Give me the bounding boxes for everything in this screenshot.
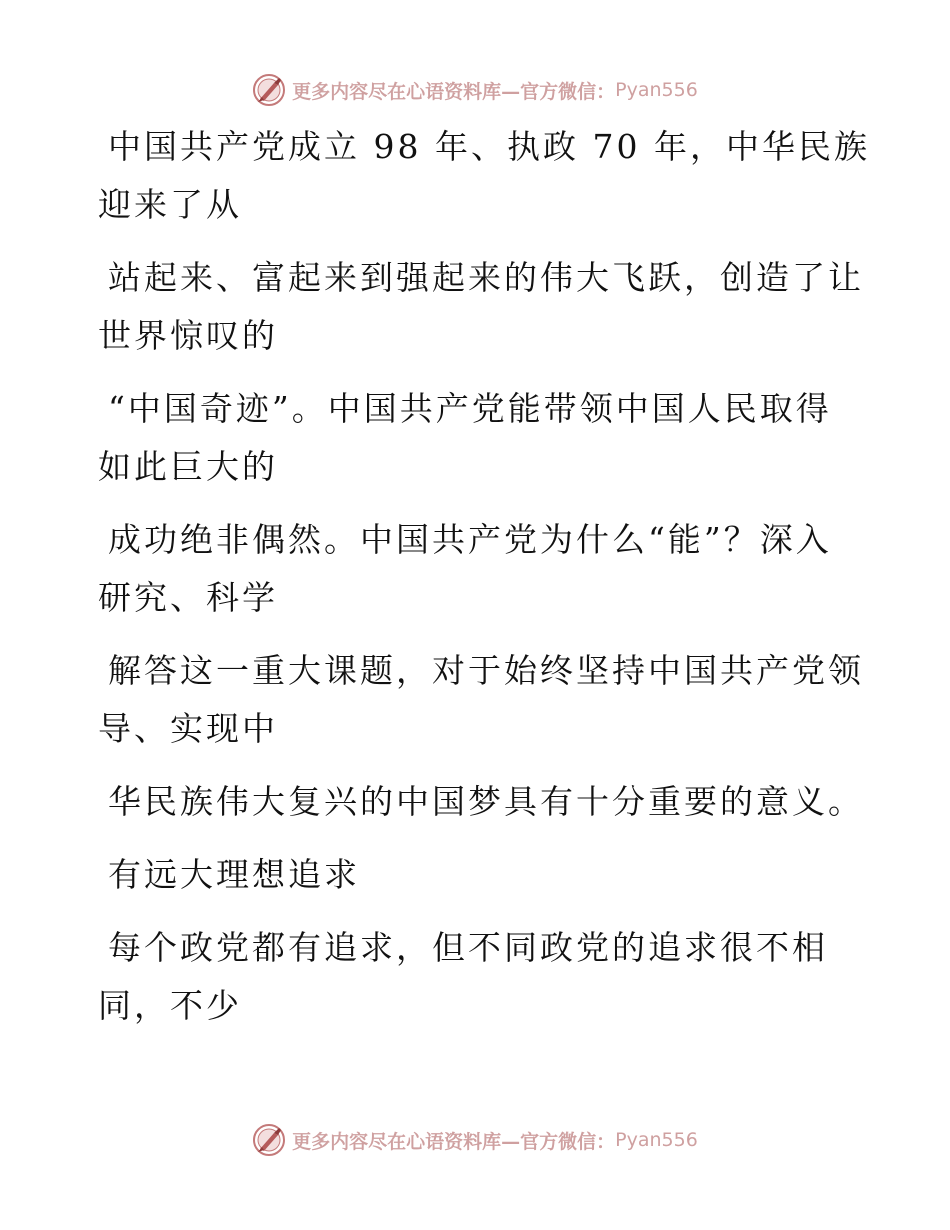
paragraph <box>98 642 864 758</box>
paragraph-line: 华民族伟大复兴的中国梦具有十分重要的意义。 <box>108 782 864 821</box>
paragraph-line: 世界惊叹的 <box>98 316 278 355</box>
paragraph-line: “中国奇迹”。中国共产党能带领中国人民取得 <box>108 389 832 428</box>
paragraph-line: 成功绝非偶然。中国共产党为什么“能”？深入 <box>108 520 832 559</box>
header-watermark-banner <box>0 68 950 112</box>
paragraph-line: 导、实现中 <box>98 709 278 748</box>
paragraph <box>98 773 864 831</box>
footer-watermark-wechat-id: Pyan556 <box>615 1129 698 1151</box>
paragraph <box>98 118 870 234</box>
paragraph-line: 如此巨大的 <box>98 447 278 486</box>
paragraph-line: 站起来、富起来到强起来的伟大飞跃，创造了让 <box>108 258 864 297</box>
section-heading-text: 有远大理想追求 <box>108 855 360 894</box>
paragraph <box>98 511 838 627</box>
section-heading <box>98 846 838 904</box>
paragraph-line: 迎来了从 <box>98 185 242 224</box>
paragraph-line: 解答这一重大课题，对于始终坚持中国共产党领 <box>108 651 864 690</box>
paragraph-line: 同，不少 <box>98 986 242 1025</box>
fountain-pen-logo-icon <box>252 1123 286 1157</box>
paragraph <box>98 380 838 496</box>
footer-watermark-text: 更多内容尽在心语资料库—官方微信： <box>292 1130 616 1153</box>
fountain-pen-logo-icon <box>252 73 286 107</box>
header-watermark-text: 更多内容尽在心语资料库—官方微信： <box>292 80 616 103</box>
paragraph <box>98 249 864 365</box>
paragraph <box>98 919 838 1035</box>
header-watermark-wechat-id: Pyan556 <box>615 79 698 101</box>
footer-watermark-banner <box>0 1118 950 1162</box>
paragraph-line: 研究、科学 <box>98 578 278 617</box>
paragraph-line: 每个政党都有追求，但不同政党的追求很不相 <box>108 928 828 967</box>
document-body <box>98 118 870 1050</box>
paragraph-line: 中国共产党成立 98 年、执政 70 年，中华民族 <box>108 127 870 166</box>
